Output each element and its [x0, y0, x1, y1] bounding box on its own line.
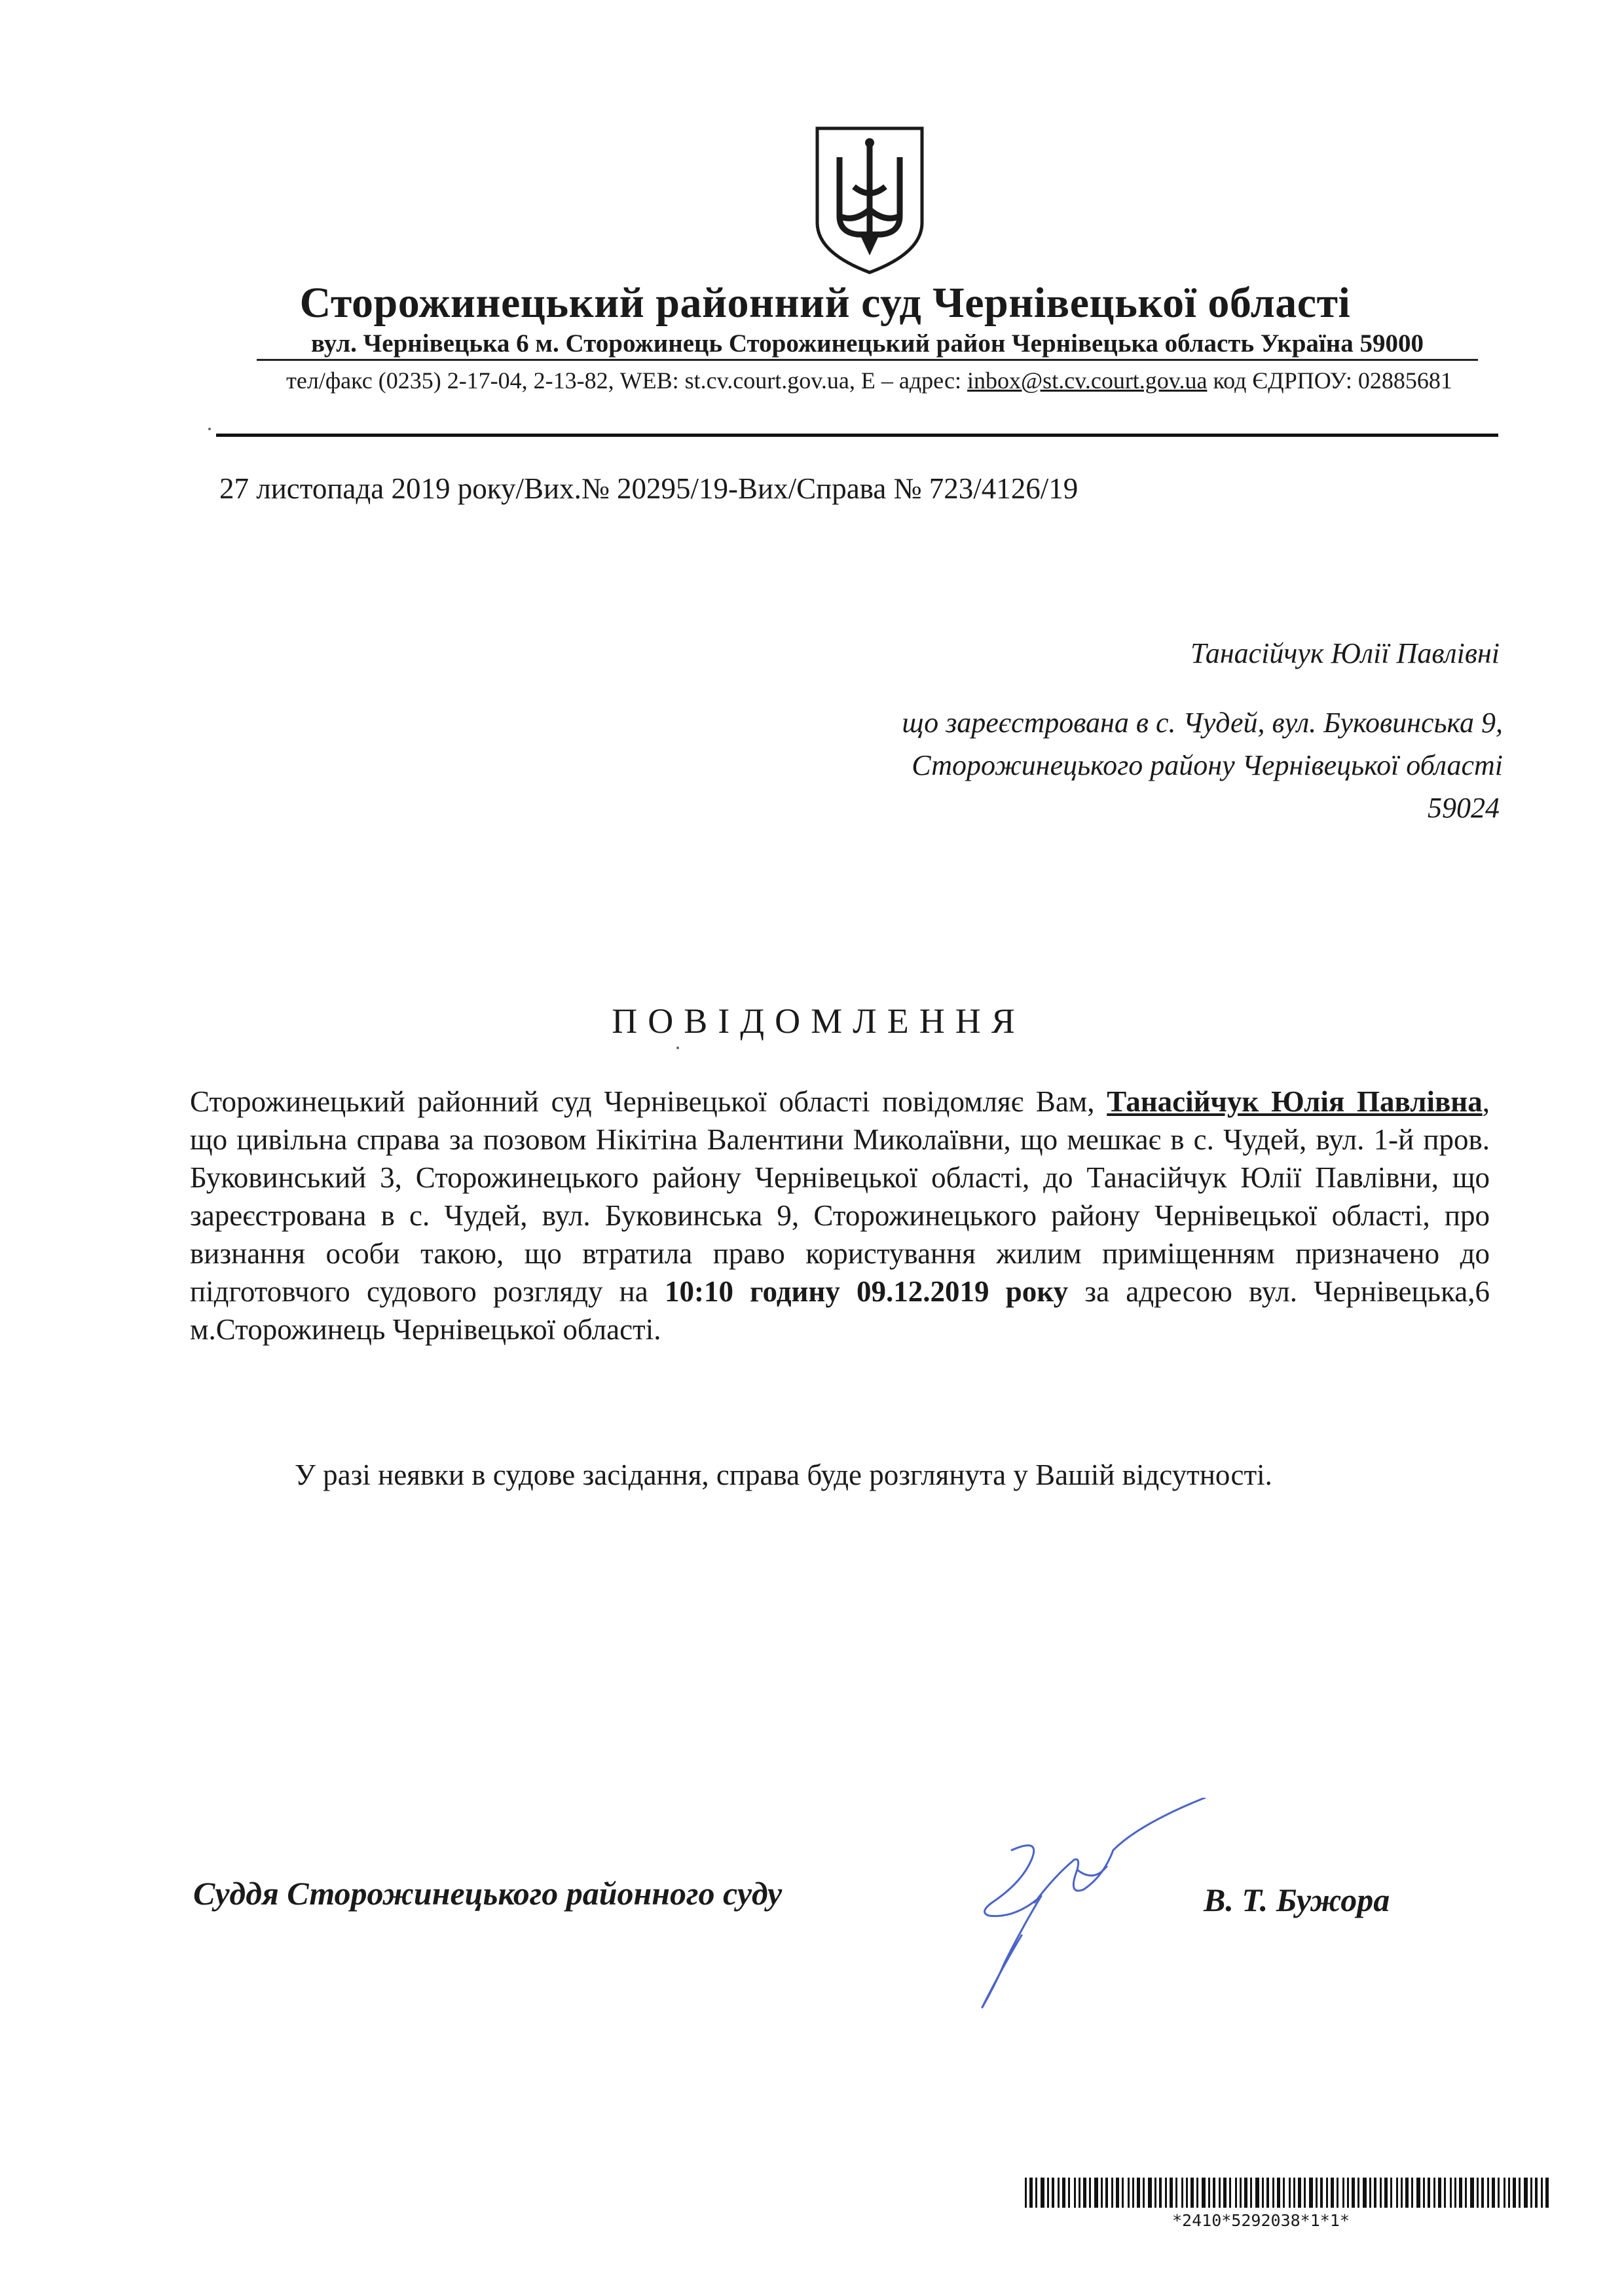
barcode-bar: [1508, 2178, 1510, 2208]
barcode-bar: [1202, 2178, 1206, 2208]
recipient-address-line2: Сторожинецького району Чернівецької області: [912, 749, 1503, 781]
barcode-bar: [1047, 2178, 1049, 2208]
barcode-bar: [1062, 2178, 1065, 2208]
barcode-bar: [1068, 2178, 1070, 2208]
barcode-bar: [1401, 2178, 1403, 2208]
barcode-bar: [1181, 2178, 1183, 2208]
barcode-bar: [1132, 2178, 1134, 2208]
barcode-bar: [1143, 2178, 1145, 2208]
barcode-bar: [1250, 2178, 1252, 2208]
barcode-bar: [1105, 2178, 1108, 2208]
barcode: [1025, 2178, 1552, 2208]
barcode-bar: [1363, 2178, 1367, 2208]
barcode-bar: [1316, 2178, 1318, 2208]
barcode-bar: [1277, 2178, 1280, 2208]
barcode-bar: [1196, 2178, 1198, 2208]
barcode-bar: [1513, 2178, 1516, 2208]
barcode-bar: [1477, 2178, 1479, 2208]
barcode-bar: [1487, 2178, 1489, 2208]
court-contacts: [249, 367, 1490, 394]
barcode-bar: [1428, 2178, 1430, 2208]
judge-title: Суддя Сторожинецького районного суду: [193, 1875, 783, 1912]
court-email-link[interactable]: inbox@st.cv.court.gov.ua: [967, 367, 1208, 394]
barcode-bar: [1089, 2178, 1091, 2208]
barcode-bar: [1405, 2178, 1409, 2208]
barcode-bar: [1052, 2178, 1054, 2208]
barcode-bar: [1416, 2178, 1420, 2208]
barcode-bar: [1101, 2178, 1103, 2208]
barcode-bar: [1450, 2178, 1452, 2208]
barcode-bar: [1465, 2178, 1467, 2208]
notice-body: [190, 1083, 1490, 1348]
judge-signature: [943, 1798, 1218, 2020]
barcode-bar: [1235, 2178, 1237, 2208]
barcode-bar: [1079, 2178, 1080, 2208]
barcode-bar: [1411, 2178, 1413, 2208]
barcode-bar: [1304, 2178, 1306, 2208]
absence-notice: У разі неявки в судове засідання, справа буде розглянута у Вашій відсутності.: [295, 1458, 1272, 1491]
barcode-bar: [1175, 2178, 1177, 2208]
barcode-bar: [1074, 2178, 1076, 2208]
scan-speck: [676, 1047, 679, 1049]
barcode-bar: [1396, 2178, 1398, 2208]
barcode-bar: [1390, 2178, 1392, 2208]
barcode-bar: [1545, 2178, 1549, 2208]
barcode-bar: [1423, 2178, 1425, 2208]
barcode-bar: [1352, 2178, 1355, 2208]
addressee-name: Танасійчук Юлія Павлівна: [1107, 1085, 1483, 1118]
address-underline: [257, 359, 1478, 361]
barcode-bar: [1320, 2178, 1323, 2208]
barcode-bar: [1498, 2178, 1500, 2208]
barcode-bar: [1111, 2178, 1113, 2208]
barcode-bar: [1190, 2178, 1194, 2208]
scan-speck: [208, 428, 211, 430]
barcode-bar: [1337, 2178, 1338, 2208]
barcode-bar: [1342, 2178, 1344, 2208]
contacts-prefix: тел/факс (0235) 2-17-04, 2-13-82, WEB: st.cv.court.gov.ua, E – адрес:: [286, 367, 968, 394]
barcode-bar: [1262, 2178, 1264, 2208]
barcode-bar: [1041, 2178, 1044, 2208]
hearing-datetime: 10:10 годину 09.12.2019 року: [664, 1275, 1069, 1308]
barcode-bar: [1459, 2178, 1462, 2208]
recipient-zip: 59024: [1428, 792, 1500, 824]
barcode-bar: [1083, 2178, 1086, 2208]
barcode-bar: [1347, 2178, 1349, 2208]
barcode-bar: [1535, 2178, 1538, 2208]
trident-emblem-icon: [813, 124, 926, 276]
court-name-heading: Сторожинецький районний суд Чернівецької області: [299, 279, 1351, 327]
barcode-bar: [1293, 2178, 1295, 2208]
barcode-bar: [1223, 2178, 1227, 2208]
barcode-bar: [1283, 2178, 1285, 2208]
barcode-bar: [1122, 2178, 1124, 2208]
barcode-bar: [1154, 2178, 1156, 2208]
barcode-bar: [1244, 2178, 1247, 2208]
court-address: вул. Чернівецька 6 м. Сторожинець Сторожинецький район Чернівецька область Україна 59000: [311, 329, 1424, 358]
barcode-bar: [1309, 2178, 1313, 2208]
barcode-bar: [1029, 2178, 1033, 2208]
barcode-bar: [1380, 2178, 1382, 2208]
barcode-bar: [1170, 2178, 1173, 2208]
barcode-bar: [1116, 2178, 1119, 2208]
barcode-bar: [1481, 2178, 1484, 2208]
barcode-bar: [1524, 2178, 1528, 2208]
barcode-bar: [1454, 2178, 1456, 2208]
document-title: ПОВІДОМЛЕННЯ: [612, 1001, 1025, 1041]
barcode-bar: [1213, 2178, 1215, 2208]
barcode-text: *2410*5292038*1*1*: [1172, 2211, 1350, 2230]
barcode-bar: [1186, 2178, 1188, 2208]
barcode-bar: [1470, 2178, 1474, 2208]
barcode-bar: [1137, 2178, 1140, 2208]
barcode-bar: [1208, 2178, 1210, 2208]
barcode-bar: [1255, 2178, 1259, 2208]
barcode-bar: [1159, 2178, 1162, 2208]
recipient-name: Танасійчук Юлії Павлівні: [1190, 637, 1500, 669]
header-divider: [216, 434, 1498, 437]
body-part1: Сторожинецький районний суд Чернівецької області повідомляє Вам,: [190, 1085, 1107, 1118]
barcode-bar: [1369, 2178, 1371, 2208]
barcode-bar: [1326, 2178, 1328, 2208]
barcode-bar: [1492, 2178, 1495, 2208]
barcode-bar: [1433, 2178, 1435, 2208]
barcode-bar: [1384, 2178, 1388, 2208]
barcode-bar: [1058, 2178, 1060, 2208]
barcode-bar: [1541, 2178, 1543, 2208]
outgoing-reference: 27 листопада 2019 року/Вих.№ 20295/19-Вих/Справа № 723/4126/19: [219, 472, 1079, 505]
barcode-bar: [1298, 2178, 1301, 2208]
recipient-address-line1: що зареєстрована в с. Чудей, вул. Буковинська 9,: [902, 707, 1503, 739]
barcode-bar: [1128, 2178, 1130, 2208]
barcode-bar: [1272, 2178, 1274, 2208]
body-part2: , що цивільна справа за позовом Нікітіна Валентини Миколаївни, що мешкає в с. Чудей, вул. 1-й пров. Буковинський 3, Сторожинецького району Чернівецької області, до Танасійчук Юлії Павлівни, що зареєстрована в с. Чудей, вул. Буковинська 9, Сторожинецького району Чернівецької області, про визнання особи такою, що втратила право користування жилим приміщенням призначено до підготовчого судового розгляду на: [190, 1085, 1490, 1308]
barcode-bar: [1438, 2178, 1441, 2208]
judge-name: В. Т. Бужора: [1204, 1882, 1390, 1918]
barcode-bar: [1219, 2178, 1221, 2208]
barcode-bar: [1025, 2178, 1027, 2208]
barcode-bar: [1165, 2178, 1167, 2208]
barcode-bar: [1331, 2178, 1334, 2208]
barcode-bar: [1444, 2178, 1446, 2208]
barcode-bar: [1094, 2178, 1098, 2208]
barcode-bar: [1240, 2178, 1242, 2208]
contacts-suffix: код ЄДРПОУ: 02885681: [1207, 367, 1452, 394]
barcode-bar: [1519, 2178, 1521, 2208]
barcode-bar: [1266, 2178, 1269, 2208]
barcode-bar: [1229, 2178, 1231, 2208]
barcode-bar: [1289, 2178, 1291, 2208]
body-part3: за адресою вул. Чернівецька,6 м.Сторожинець Чернівецької області.: [190, 1275, 1490, 1346]
barcode-bar: [1504, 2178, 1505, 2208]
barcode-bar: [1148, 2178, 1152, 2208]
barcode-bar: [1530, 2178, 1532, 2208]
barcode-bar: [1374, 2178, 1376, 2208]
barcode-bar: [1035, 2178, 1037, 2208]
barcode-bar: [1357, 2178, 1359, 2208]
